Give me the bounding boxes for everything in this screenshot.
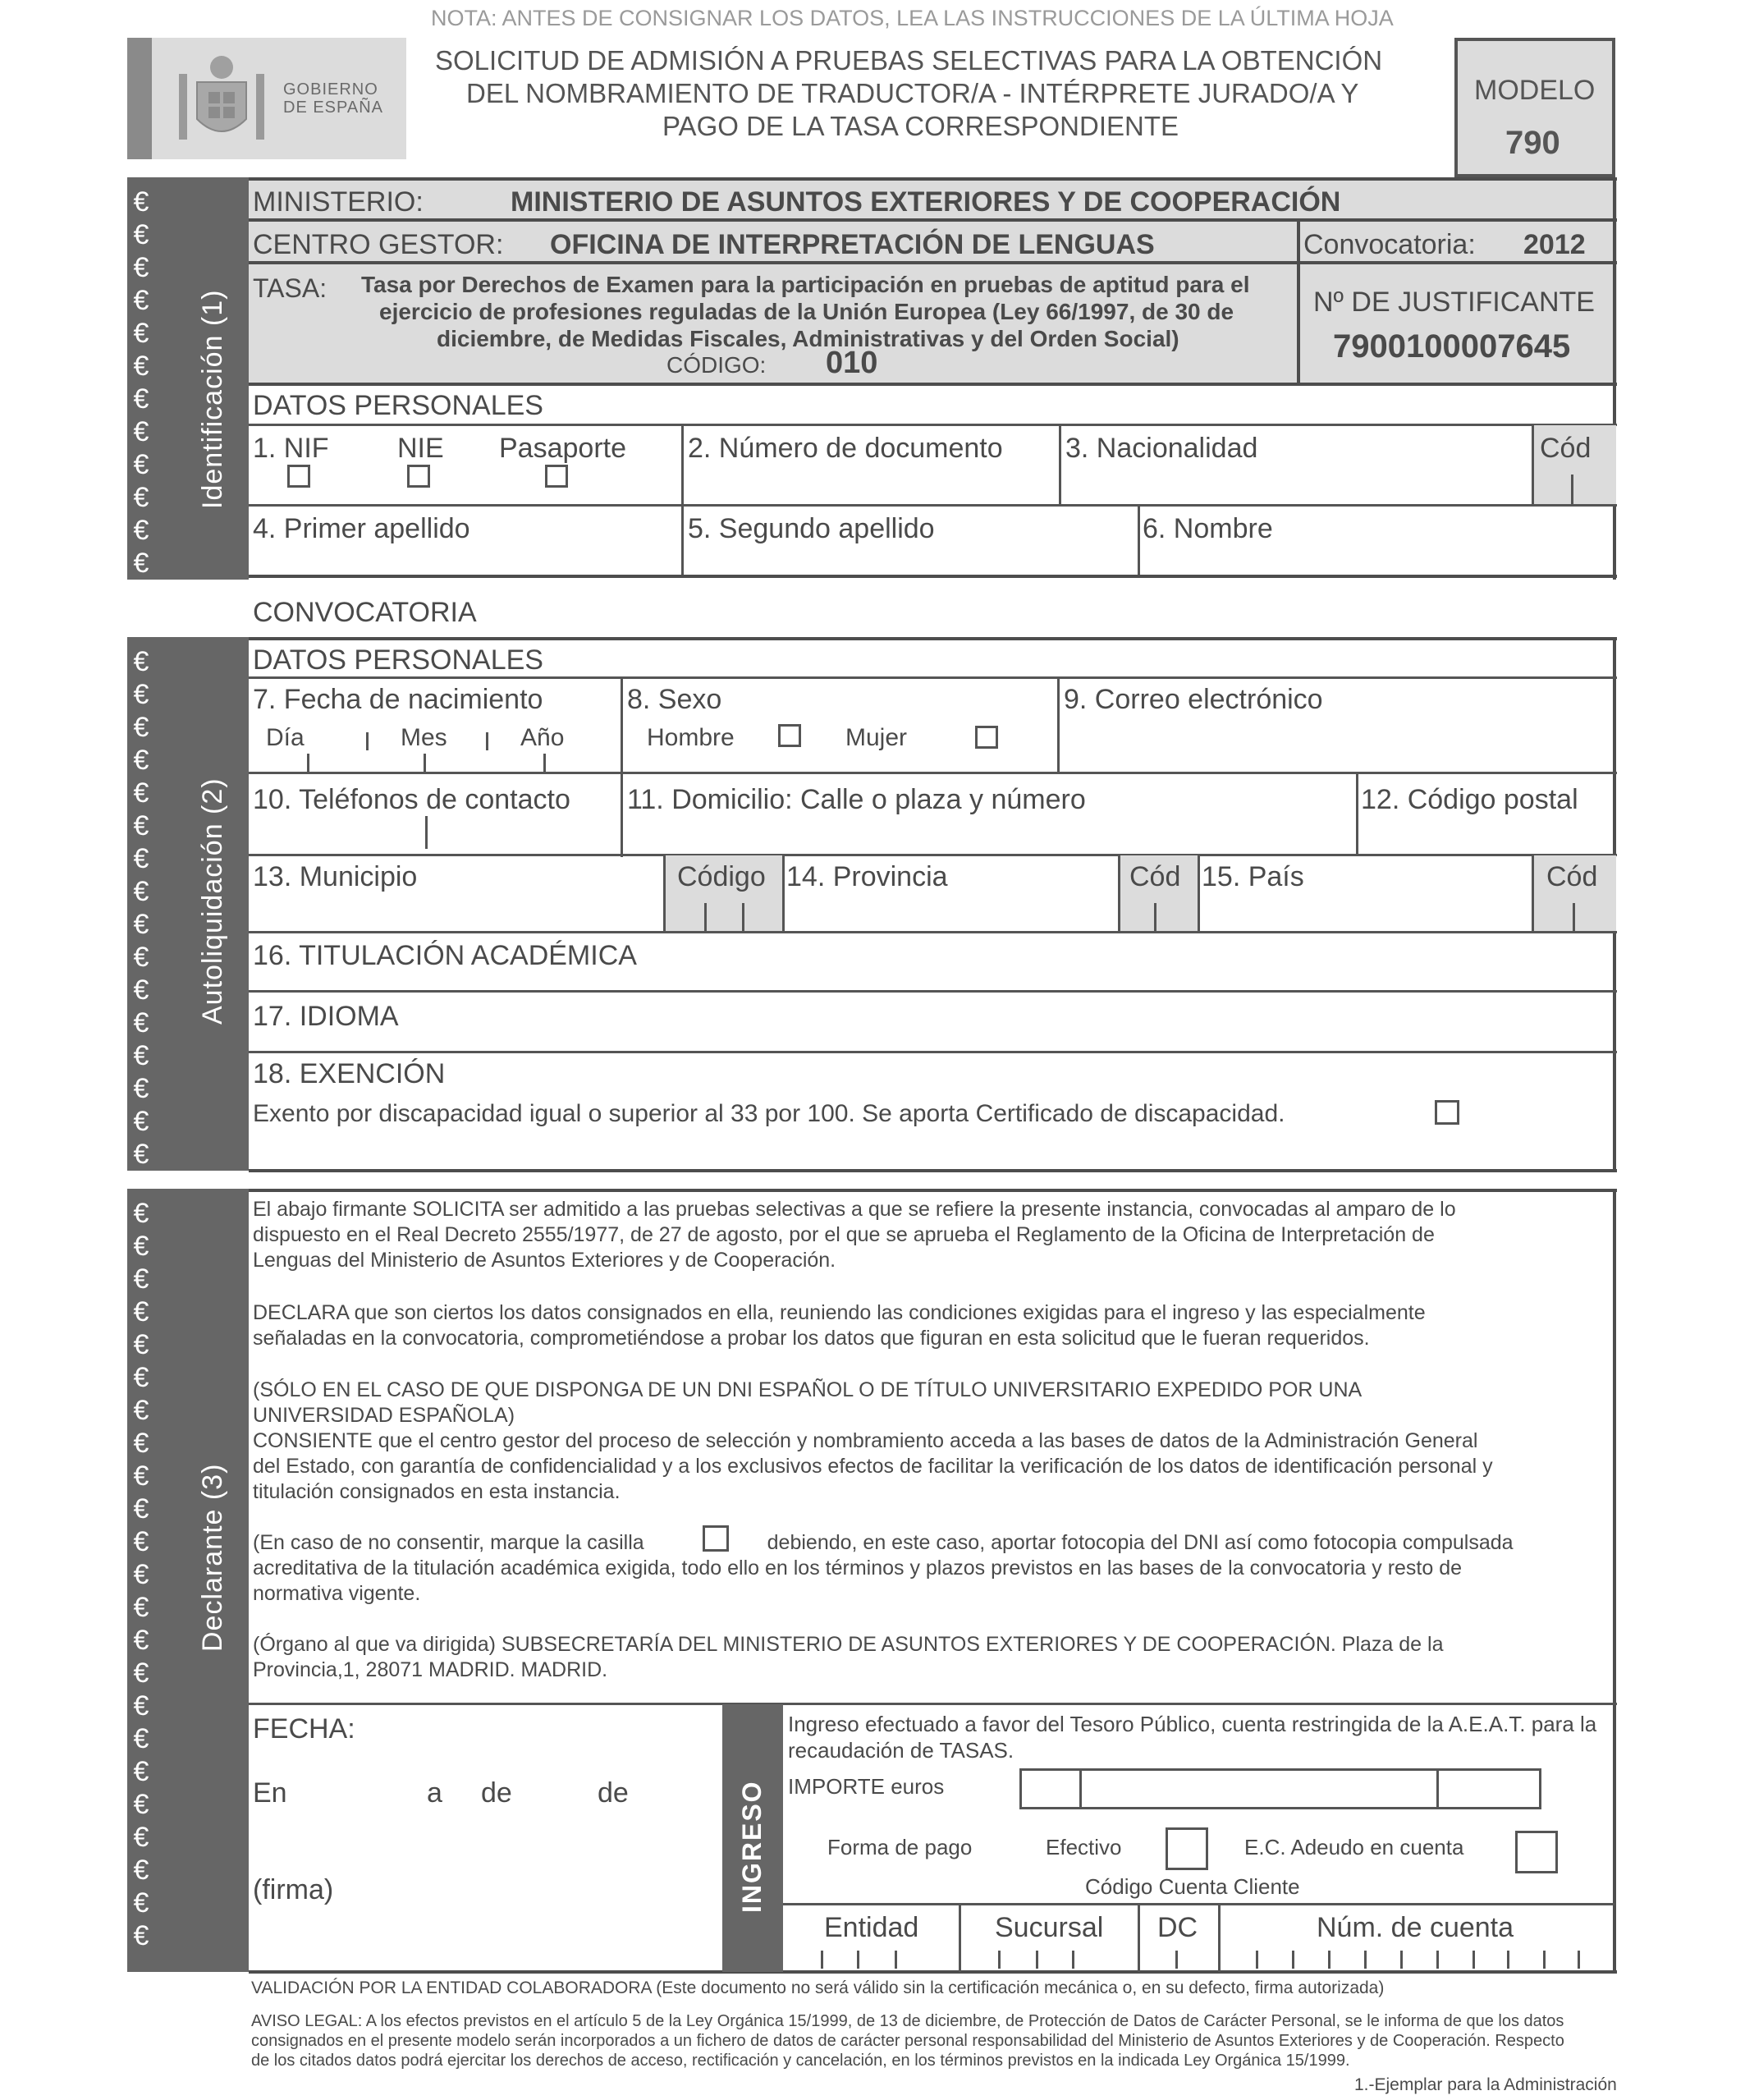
codigo-label: CÓDIGO:: [666, 352, 767, 378]
instructions-note: NOTA: ANTES DE CONSIGNAR LOS DATOS, LEA LAS INSTRUCCIONES DE LA ÚLTIMA HOJA: [431, 6, 1394, 30]
ec-adeudo-label: E.C. Adeudo en cuenta: [1244, 1835, 1464, 1859]
segundo-apellido-label: 5. Segundo apellido: [688, 513, 935, 544]
ministerio-label: MINISTERIO:: [253, 186, 424, 218]
logo-line1: GOBIERNO: [283, 80, 378, 99]
efectivo-label: Efectivo: [1046, 1835, 1122, 1859]
datos-personales-heading-2: DATOS PERSONALES: [253, 644, 543, 676]
fecha-de-2: de: [598, 1777, 629, 1809]
importe-field[interactable]: [1019, 1768, 1541, 1809]
logo-line2: DE ESPAÑA: [283, 99, 383, 117]
convocatoria-label: Convocatoria:: [1303, 229, 1476, 260]
importe-label: IMPORTE euros: [788, 1774, 945, 1799]
centro-gestor-value: OFICINA DE INTERPRETACIÓN DE LENGUAS: [550, 229, 1155, 260]
nie-label: NIE: [397, 433, 444, 464]
tasa-label: TASA:: [253, 273, 327, 303]
dc-label: DC: [1157, 1912, 1198, 1943]
provincia-cod-label: Cód: [1129, 861, 1181, 892]
exencion-label: 18. EXENCIÓN: [253, 1058, 446, 1089]
entidad-label: Entidad: [824, 1912, 919, 1943]
fecha-nacimiento-label: 7. Fecha de nacimiento: [253, 684, 543, 715]
codigo-cuenta-label: Código Cuenta Cliente: [1085, 1874, 1300, 1899]
validacion-text: VALIDACIÓN POR LA ENTIDAD COLABORADORA (Este documento no será válido sin la certificación mecánica o, en su defecto, firma autorizada): [251, 1978, 1385, 1997]
coat-of-arms-icon: [172, 49, 271, 148]
euro-column-2: € € € € € € € € € € € € € € € €: [133, 646, 149, 1170]
consiente-paragraph: (SÓLO EN EL CASO DE QUE DISPONGA DE UN DNI ESPAÑOL O DE TÍTULO UNIVERSITARIO EXPEDIDO POR UNA UNIVERSIDAD ESPAÑOLA) CONSIENTE que el centro gestor del proceso de selección y nombramiento acceda a las bases de datos de la Administración General del Estado, con garantía de confidencialidad y a los exclusivos efectos de facilitar la verificación de los datos de identificación personal y titulación consignados en esta instancia.: [253, 1378, 1493, 1503]
solicita-paragraph: El abajo firmante SOLICITA ser admitido a las pruebas selectivas a que se refiere la presente instancia, convocadas al amparo de lo dispuesto en el Real Decreto 2555/1977, de 27 de agosto, por el que se aprueba el Reglamento de la Oficina de Interpretación de Lenguas del Ministerio de Asuntos Exteriores y de Cooperación.: [253, 1198, 1456, 1272]
codigo-postal-label: 12. Código postal: [1361, 784, 1578, 815]
justificante-number: 7900100007645: [1333, 328, 1571, 365]
mujer-checkbox[interactable]: [975, 726, 998, 749]
no-consentir-checkbox[interactable]: [703, 1525, 729, 1552]
exencion-checkbox[interactable]: [1435, 1100, 1459, 1125]
euro-column-1: € € € € € € € € € € € €: [133, 186, 149, 579]
organo-paragraph: (Órgano al que va dirigida) SUBSECRETARÍA DEL MINISTERIO DE ASUNTOS EXTERIORES Y DE COOPERACIÓN. Plaza de la Provincia,1, 28071 MADRID. MADRID.: [253, 1633, 1444, 1681]
fecha-a: a: [427, 1777, 442, 1809]
nacionalidad-cod-label: Cód: [1540, 433, 1592, 464]
num-documento-label: 2. Número de documento: [688, 433, 1003, 464]
section2-label: Autoliquidación (2): [197, 777, 228, 1025]
tasa-line3: diciembre, de Medidas Fiscales, Administrativas y del Orden Social): [437, 326, 1179, 351]
ministerio-value: MINISTERIO DE ASUNTOS EXTERIORES Y DE COOPERACIÓN: [511, 186, 1341, 218]
firma-label: (firma): [253, 1874, 334, 1905]
correo-label: 9. Correo electrónico: [1064, 684, 1323, 715]
section3-label: Declarante (3): [197, 1463, 228, 1652]
hombre-label: Hombre: [647, 724, 735, 751]
titulacion-label: 16. TITULACIÓN ACADÉMICA: [253, 940, 637, 971]
datos-personales-heading-1: DATOS PERSONALES: [253, 390, 543, 421]
ejemplar-label: 1.-Ejemplar para la Administración: [1354, 2075, 1617, 2094]
domicilio-label: 11. Domicilio: Calle o plaza y número: [627, 784, 1086, 815]
nombre-label: 6. Nombre: [1143, 513, 1273, 544]
mes-label: Mes: [401, 724, 447, 751]
nie-checkbox[interactable]: [407, 465, 430, 488]
form-title-line1: SOLICITUD DE ADMISIÓN A PRUEBAS SELECTIVAS PARA LA OBTENCIÓN: [435, 45, 1383, 76]
form-title-line3: PAGO DE LA TASA CORRESPONDIENTE: [662, 111, 1179, 141]
convocatoria-year: 2012: [1523, 229, 1586, 260]
telefonos-label: 10. Teléfonos de contacto: [253, 784, 570, 815]
nif-checkbox[interactable]: [287, 465, 310, 488]
pais-label: 15. País: [1202, 861, 1304, 892]
pasaporte-checkbox[interactable]: [545, 465, 568, 488]
anio-label: Año: [520, 724, 565, 751]
pais-cod-label: Cód: [1546, 861, 1598, 892]
ingreso-label: INGRESO: [737, 1780, 767, 1913]
modelo-number: 790: [1505, 125, 1560, 161]
ingreso-info-line1: Ingreso efectuado a favor del Tesoro Público, cuenta restringida de la A.E.A.T. para la: [788, 1712, 1597, 1736]
aviso-legal: AVISO LEGAL: A los efectos previstos en el artículo 5 de la Ley Orgánica 15/1999, de 13 de diciembre, de Protección de Datos de Carácter Personal, se le informa de que los datos consignados en el presente modelo serán incorporados a un fichero de datos de carácter personal responsabilidad del Ministerio de Asuntos Exteriores y de Cooperación. Respecto de los citados datos podrá ejercitar los derechos de acceso, rectificación y cancelación, en los términos previstos en la indicada Ley Orgánica 15/1999.: [251, 2012, 1564, 2070]
municipio-codigo-label: Código: [677, 861, 766, 892]
fecha-en: En: [253, 1777, 287, 1809]
no-consentir-paragraph: (En caso de no consentir, marque la casilla debiendo, en este caso, aportar fotocopia del DNI así como fotocopia compulsada acreditativa de la titulación académica exigida, todo ello en los términos y plazos previstos en las bases de la convocatoria y resto de normativa vigente.: [253, 1531, 1514, 1605]
hombre-checkbox[interactable]: [778, 724, 801, 747]
modelo-label: MODELO: [1474, 75, 1596, 106]
tasa-line2: ejercicio de profesiones reguladas de la Unión Europea (Ley 66/1997, de 30 de: [379, 299, 1234, 324]
modelo-box: [1454, 38, 1615, 177]
declara-paragraph: DECLARA que son ciertos los datos consignados en ella, reuniendo las condiciones exigidas para el ingreso y las especialmente señaladas en la convocatoria, comprometiéndose a probar los datos que figuran en esta solicitud que le fueran requeridos.: [253, 1301, 1426, 1350]
nif-label: 1. NIF: [253, 433, 329, 464]
exento-text: Exento por discapacidad igual o superior al 33 por 100. Se aporta Certificado de discapacidad.: [253, 1100, 1285, 1127]
idioma-label: 17. IDIOMA: [253, 1001, 399, 1032]
euro-column-3: € € € € € € € € € € € € € € € € € € € € € € €: [133, 1198, 149, 1951]
provincia-label: 14. Provincia: [786, 861, 948, 892]
codigo-value: 010: [826, 346, 878, 380]
sucursal-label: Sucursal: [995, 1912, 1104, 1943]
centro-gestor-label: CENTRO GESTOR:: [253, 229, 504, 260]
primer-apellido-label: 4. Primer apellido: [253, 513, 470, 544]
forma-pago-label: Forma de pago: [827, 1835, 973, 1859]
ec-adeudo-checkbox[interactable]: [1515, 1831, 1558, 1873]
section1-label: Identificación (1): [197, 289, 228, 509]
mujer-label: Mujer: [845, 724, 908, 751]
dia-label: Día: [266, 724, 305, 751]
fecha-de-1: de: [481, 1777, 512, 1809]
pasaporte-label: Pasaporte: [499, 433, 626, 464]
ingreso-info-line2: recaudación de TASAS.: [788, 1738, 1014, 1763]
fecha-label: FECHA:: [253, 1713, 355, 1745]
municipio-label: 13. Municipio: [253, 861, 418, 892]
sexo-label: 8. Sexo: [627, 684, 722, 715]
government-logo: [127, 38, 406, 159]
convocatoria-heading: CONVOCATORIA: [253, 597, 477, 628]
num-cuenta-label: Núm. de cuenta: [1317, 1912, 1514, 1943]
form-title-line2: DEL NOMBRAMIENTO DE TRADUCTOR/A - INTÉRPRETE JURADO/A Y: [466, 78, 1359, 108]
justificante-label: Nº DE JUSTIFICANTE: [1313, 287, 1595, 318]
efectivo-checkbox[interactable]: [1166, 1827, 1208, 1870]
nacionalidad-label: 3. Nacionalidad: [1065, 433, 1258, 464]
tasa-line1: Tasa por Derechos de Examen para la participación en pruebas de aptitud para el: [361, 272, 1250, 297]
